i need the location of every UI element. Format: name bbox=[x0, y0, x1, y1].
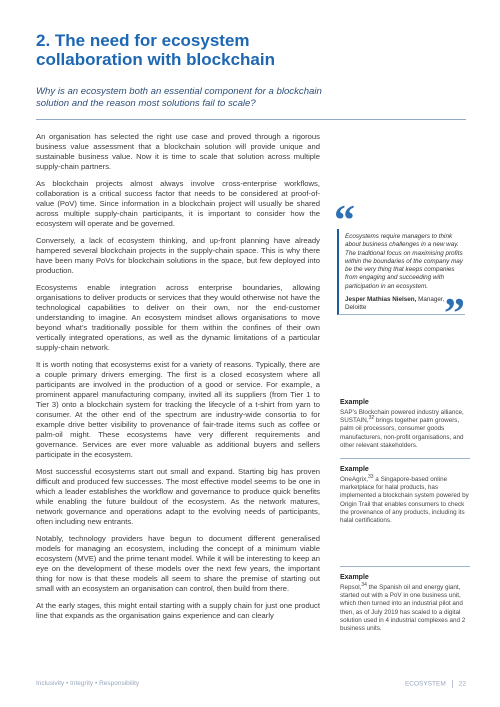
example-text: SAP’s Blockchain powered industry alliance, SUSTAIN,$^{32}$ brings together palm growers, palm oil processors, consumer goods manufacturers, non-profit organisations, and other relevant stakeholders. bbox=[340, 409, 464, 449]
section-subtitle: Why is an ecosystem both an essential component for a blockchain solution and the reason most solutions fail to scale? bbox=[36, 86, 322, 110]
footer-section-name: ECOSYSTEM bbox=[404, 680, 446, 688]
example-label: Example bbox=[340, 399, 369, 406]
example-box bbox=[340, 398, 472, 450]
body-paragraph: An organisation has selected the right use case and proved through a rigorous business value assessment that a blockchain solution will provide unique and sustainable business value. Now it is time to scale that solution across multiple supply-chain partners. bbox=[36, 132, 320, 171]
quote-author-role: Manager, Deloitte bbox=[345, 296, 445, 312]
quote-text: Ecosystems require managers to think about business challenges in a new way. The traditional focus on maximising profits within the boundaries of the company may be the very thing that keeps companies from engaging and succeeding with participation in an ecosystem. bbox=[345, 233, 463, 290]
page-number: 22 bbox=[458, 680, 466, 688]
close-quote-icon: ” bbox=[444, 291, 465, 337]
example-text: OneAgrix,$^{33}$ a Singapore-based online marketplace for halal products, has implemented a blockchain system powered by Origin Trail that enables consumers to check the provenance of any products, including its halal certifications. bbox=[340, 473, 469, 525]
body-paragraph: Ecosystems enable integration across enterprise boundaries, allowing organisations to deliver products or services that they would otherwise not have the technological capabilities to deliver on their own, nor the end-customer understanding to imagine. An ecosystem mindset allows organisations to move beyond what’s traditionally possible for them within the confines of their own vertically integrated operations, as well as the dynamic limitations of a particular supply-chain network. bbox=[36, 283, 320, 352]
footer-separator bbox=[452, 680, 453, 688]
body-paragraph: Conversely, a lack of ecosystem thinking, and up-front planning have already hampered several blockchain projects in the supply-chain space. This is why there have been many PoVs for blockchain solutions in the space, but few deployed into production. bbox=[36, 236, 320, 275]
example-label: Example bbox=[340, 466, 369, 473]
open-quote-icon: “ bbox=[334, 198, 355, 244]
title-divider bbox=[36, 119, 466, 120]
body-paragraph: It is worth noting that ecosystems exist for a variety of reasons. Typically, there are a couple primary drivers emerging. The first is a closed ecosystem where all participants are involved in the production of a good or service. For example, a prominent apparel manufacturing company, invited all its suppliers (from Tier 1 to Tier 3) onto a blockchain system for tracking the lifecycle of a t-shirt from yarn to consumer. At the other end of the spectrum are industry-wide consortia to for example drive better visibility to provenance of fair-trade items such as coffee or palm-oil might. These ecosystems have very different requirements and governance. Services are ever more valuable as additional buyers and sellers participate in the ecosystem. bbox=[36, 360, 320, 459]
body-paragraph: Most successful ecosystems start out small and expand. Starting big has proven difficult and produced few successes. The most effective model seems to be one in which a leader establishes the workflow and governance to produce quick benefits while enabling the future buildout of the ecosystem. As the network matures, network governance and operations adapt to the evolving needs of participants, often including new entrants. bbox=[36, 467, 320, 526]
footer-tagline: Inclusivity • Integrity • Responsibility bbox=[36, 680, 140, 687]
quote-author-name: Jesper Mathias Nielsen, bbox=[345, 296, 417, 304]
example-divider bbox=[340, 458, 470, 459]
body-paragraph: As blockchain projects almost always involve cross-enterprise workflows, collaboration is a critical success factor that needs to be considered at proof-of-value (PoV) time. Since information in a blockchain project will usually be shared across multiple supply-chain participants, it is important to consider how the ecosystem will operate and be governed. bbox=[36, 179, 320, 228]
body-paragraph: Notably, technology providers have begun to document different generalised models for managing an ecosystem, including the concept of a minimum viable ecosystem (MVE) and the prime tenant model. While it will be interesting to keep an eye on the development of these models over the next few years, the important thing for now is that these models all seem to share the premise of starting out small with an ecosystem an organisation can control, then build from there. bbox=[36, 534, 320, 593]
example-divider bbox=[340, 566, 470, 567]
example-text: Repsol,$^{34}$ the Spanish oil and energy giant, started out with a PoV in one business unit, which then turned into an industrial pilot and then, as of July 2019 has scaled to a digital solution used in 4 industrial complexes and 2 business units. bbox=[340, 581, 466, 633]
footer-page-info bbox=[405, 680, 466, 688]
example-label: Example bbox=[340, 574, 369, 581]
example-box bbox=[340, 458, 472, 525]
body-column bbox=[36, 132, 320, 628]
body-paragraph: At the early stages, this might entail starting with a supply chain for just one product line that expands as the organisation gains experience and can clearly bbox=[36, 601, 320, 620]
page-title: 2. The need for ecosystem collaboration with blockchain bbox=[36, 31, 275, 69]
example-box bbox=[340, 566, 472, 633]
